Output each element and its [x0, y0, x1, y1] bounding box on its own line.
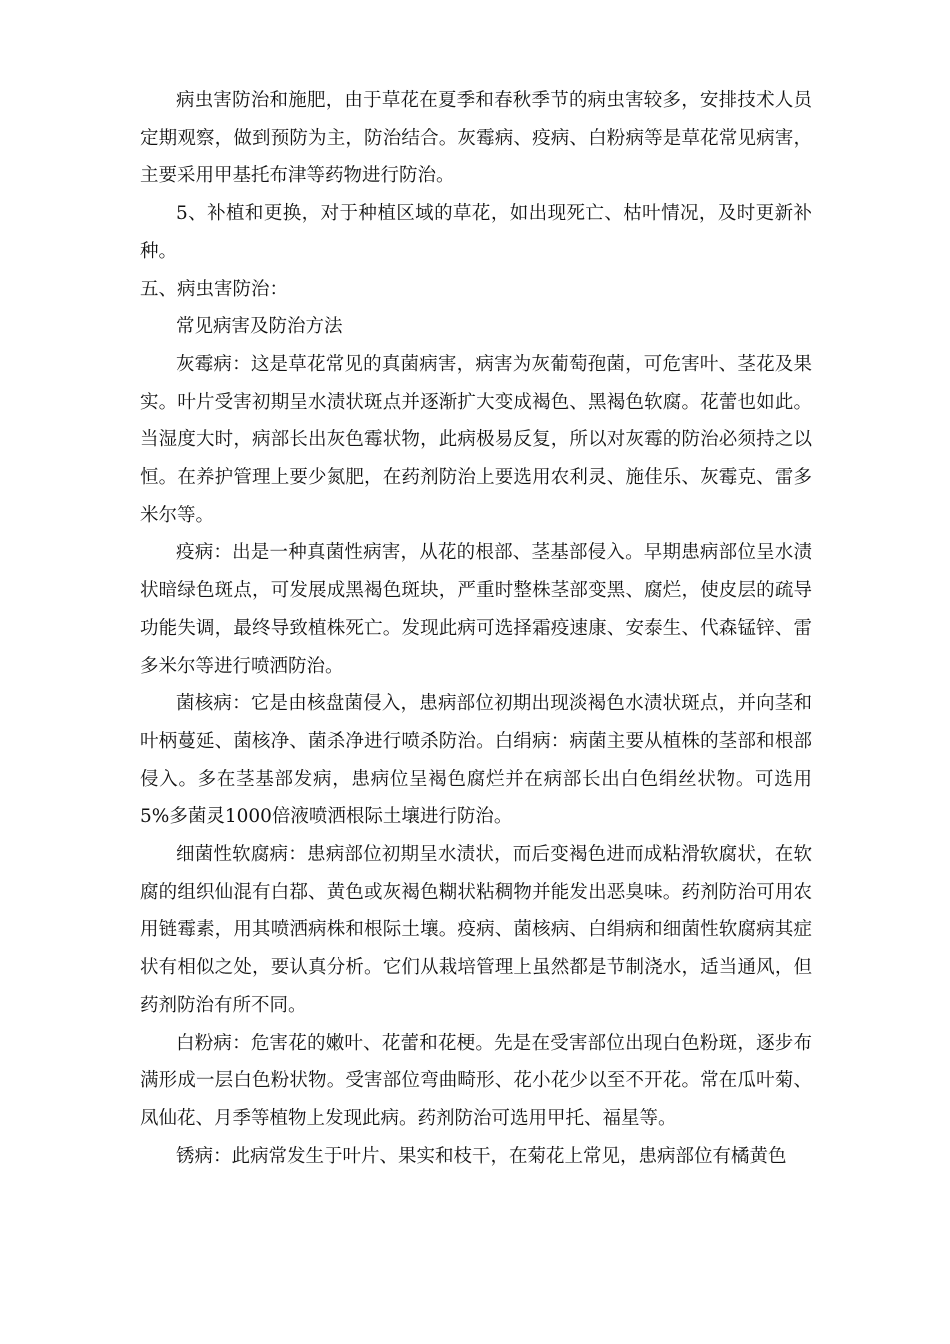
- paragraph-powdery-mildew: 白粉病：危害花的嫩叶、花蕾和花梗。先是在受害部位出现白色粉斑，逐步布满形成一层白色粉状物。受害部位弯曲畸形、花小花少以至不开花。常在瓜叶菊、凤仙花、月季等植物上发现此病。药剂防治可选用甲托、福星等。: [140, 1032, 812, 1129]
- section-heading-pest-control: 五、病虫害防治：: [140, 278, 289, 300]
- document-body: [140, 82, 812, 1175]
- paragraph-sclerotinia: 菌核病：它是由核盘菌侵入，患病部位初期出现淡褐色水渍状斑点，并向茎和叶柄蔓延、菌核净、菌杀净进行喷杀防治。白绢病：病菌主要从植株的茎部和根部侵入。多在茎基部发病，患病位呈褐色腐烂并在病部长出白色绢丝状物。可选用5%多菌灵1000倍液喷洒根际土壤进行防治。: [140, 693, 812, 828]
- paragraph-bacterial-soft-rot: 细菌性软腐病：患病部位初期呈水渍状，而后变褐色进而成粘滑软腐状，在软腐的组织仙混有白鄀、黄色或灰褐色糊状粘稠物并能发出恶臭味。药剂防治可用农用链霉素，用其喷洒病株和根际土壤。疫病、菌核病、白绢病和细菌性软腐病其症状有相似之处，要认真分析。它们从栽培管理上虽然都是节制浇水，适当通风，但药剂防治有所不同。: [140, 844, 812, 1016]
- paragraph-pest-control-fertilizing: 病虫害防治和施肥，由于草花在夏季和春秋季节的病虫害较多，安排技术人员定期观察，做到预防为主，防治结合。灰霉病、疫病、白粉病等是草花常见病害，主要采用甲基托布津等药物进行防治。: [140, 90, 812, 187]
- paragraph-gray-mold: 灰霉病：这是草花常见的真菌病害，病害为灰葡萄孢菌，可危害叶、茎花及果实。叶片受害初期呈水渍状斑点并逐渐扩大变成褐色、黑褐色软腐。花蕾也如此。当湿度大时，病部长出灰色霉状物，此病极易反复，所以对灰霉的防治必须持之以恒。在养护管理上要少氮肥，在药剂防治上要选用农利灵、施佳乐、灰霉克、雷多米尔等。: [140, 353, 812, 526]
- paragraph-blight: 疫病：出是一种真菌性病害，从花的根部、茎基部侵入。早期患病部位呈水渍状暗绿色斑点，可发展成黑褐色斑块，严重时整株茎部变黑、腐烂，使皮层的疏导功能失调，最终导致植株死亡。发现此病可选择霜疫速康、安泰生、代森锰锌、雷多米尔等进行喷洒防治。: [140, 542, 812, 677]
- paragraph-replanting: 5、补植和更换，对于种植区域的草花，如出现死亡、枯叶情况，及时更新补种。: [140, 203, 812, 262]
- subheading-common-diseases: 常见病害及防治方法: [176, 316, 343, 338]
- paragraph-rust: 锈病：此病常发生于叶片、果实和枝干，在菊花上常见，患病部位有橘黄色: [176, 1145, 787, 1167]
